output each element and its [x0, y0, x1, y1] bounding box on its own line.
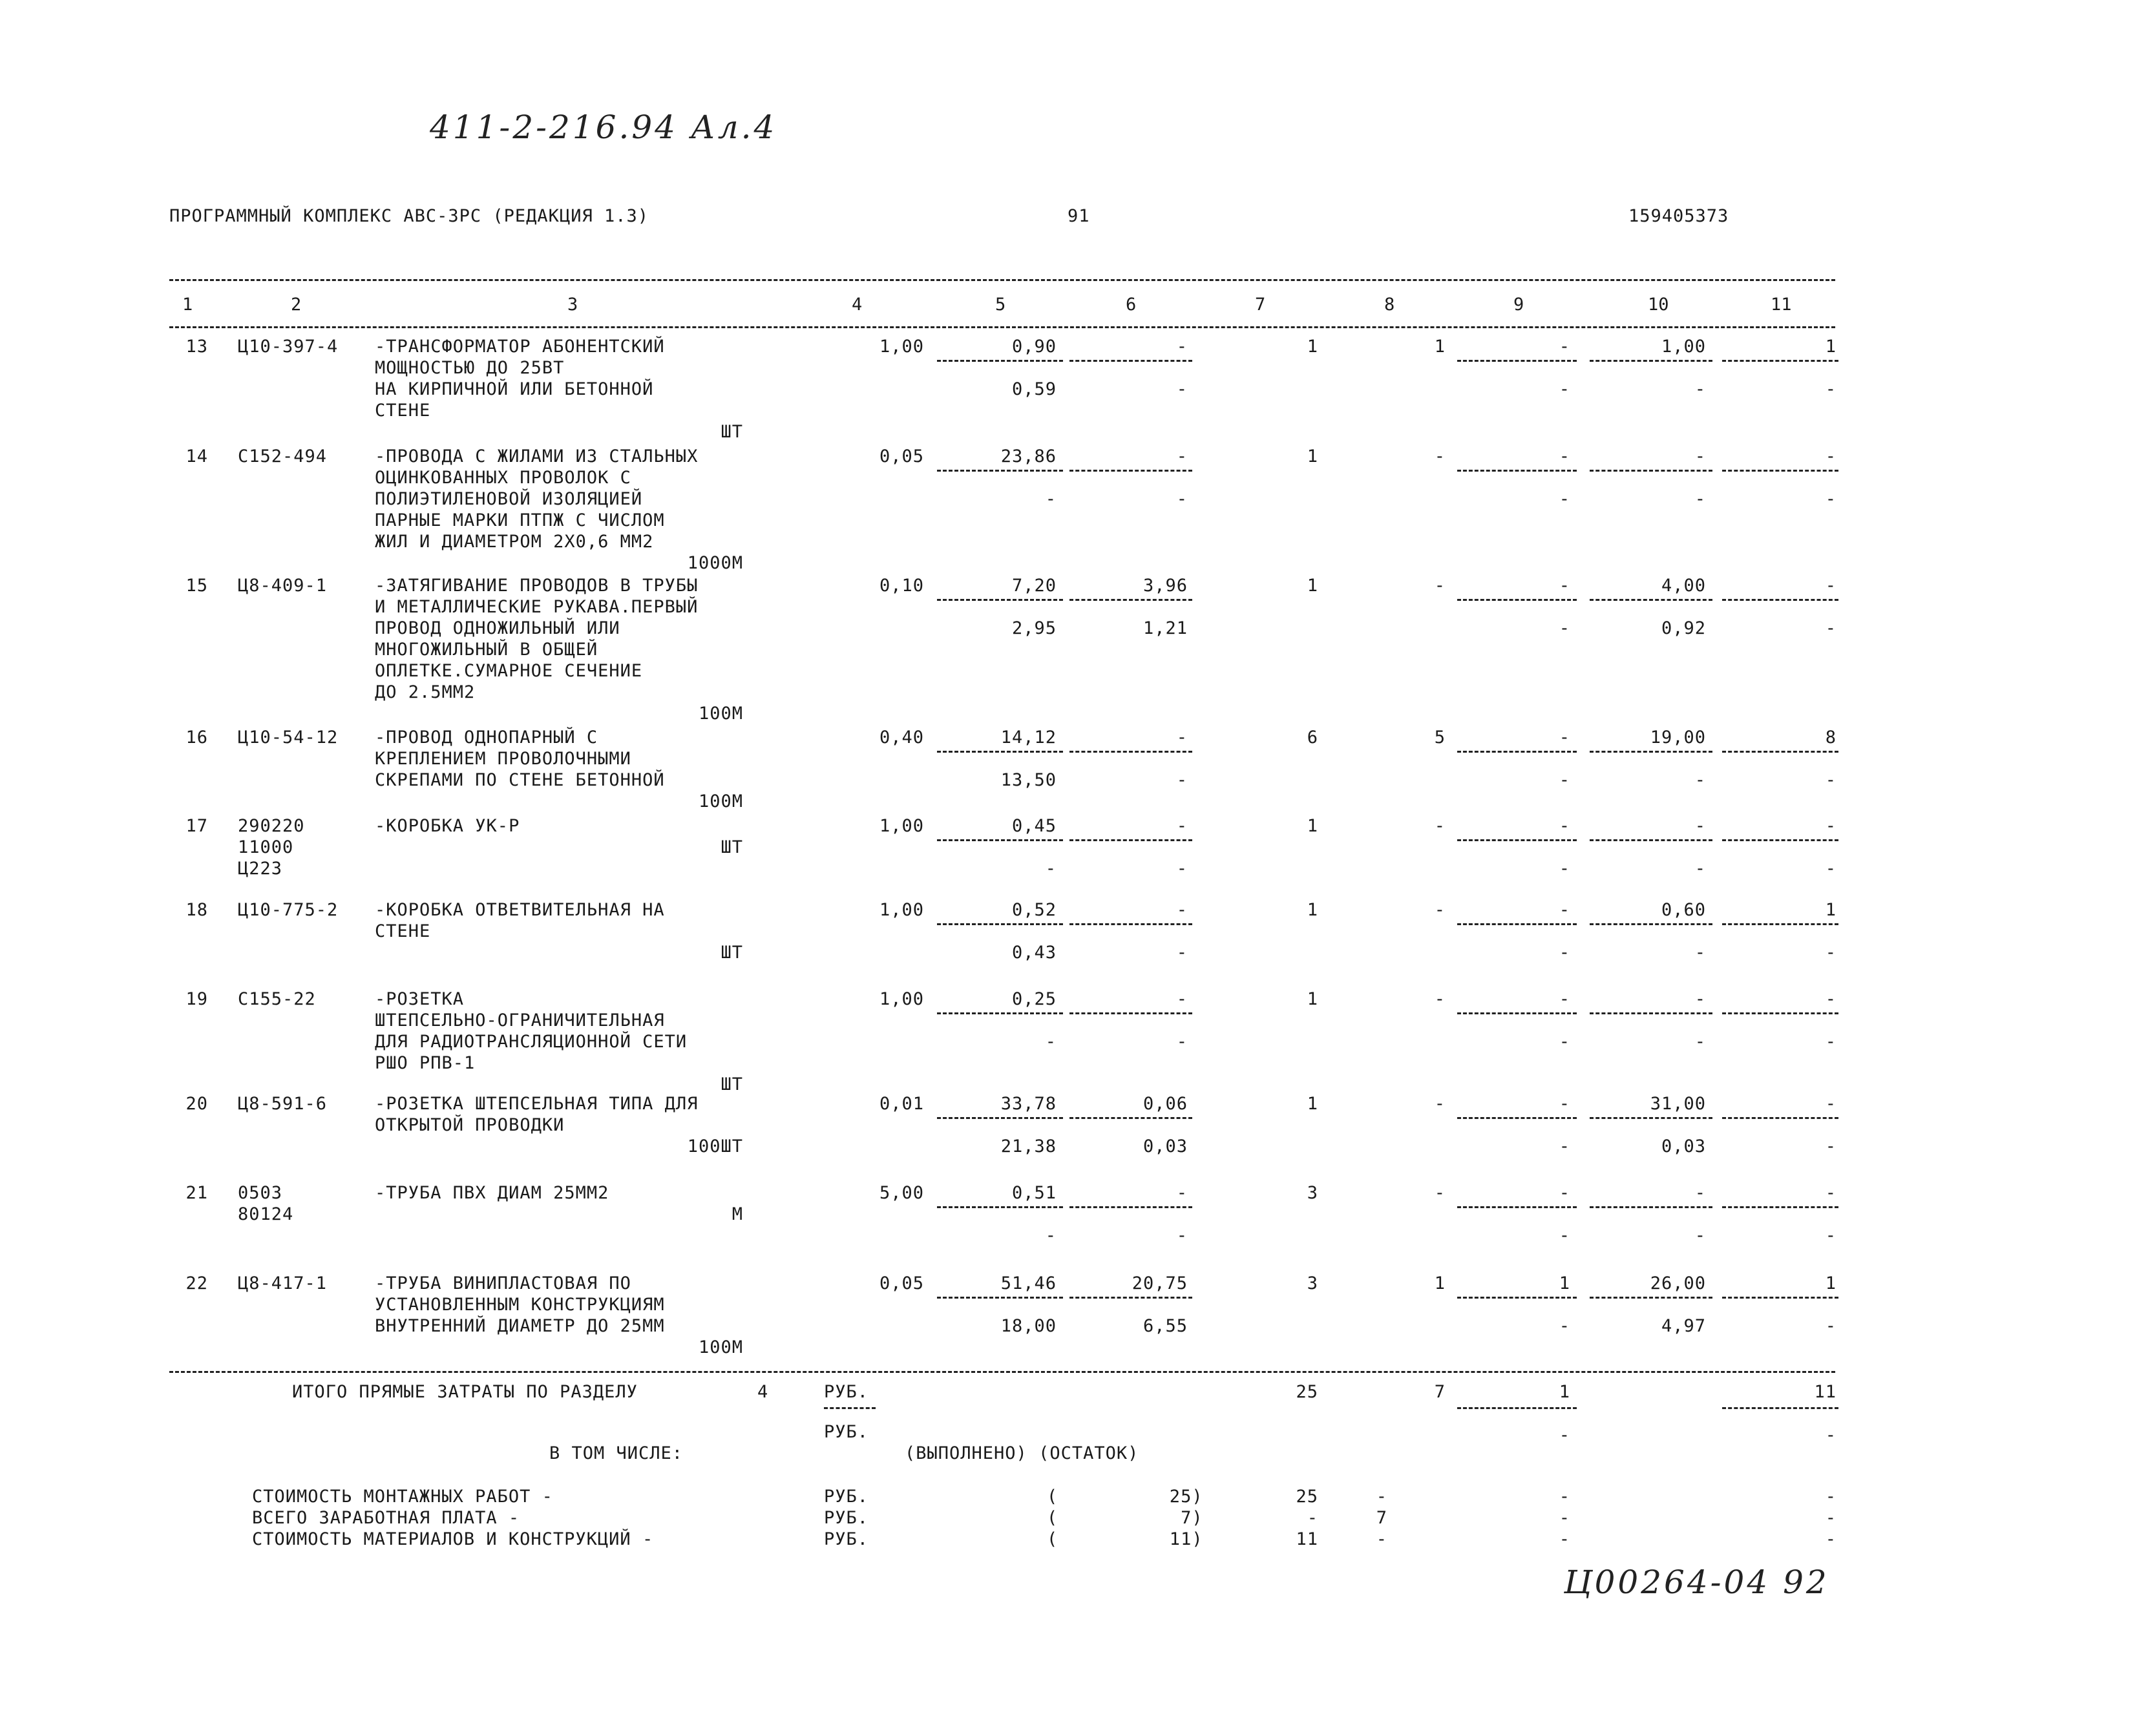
subcell-rule-c6 [1069, 470, 1192, 472]
value-c6-bottom: - [1176, 489, 1188, 509]
subcell-rule-c5 [937, 1206, 1063, 1208]
subcell-rule-c10 [1590, 360, 1712, 362]
subcell-rule-c9 [1457, 751, 1577, 753]
column-header-1: 1 [182, 295, 193, 315]
totals-col9: 1 [1559, 1382, 1570, 1402]
value-c11-bottom: - [1825, 943, 1837, 963]
quantity-value: 1,00 [879, 816, 924, 836]
value-c10-top: 1,00 [1661, 337, 1706, 357]
subcell-rule-c11 [1722, 360, 1838, 362]
subcell-rule-c5 [937, 839, 1063, 841]
subcell-rule-c11 [1722, 1117, 1838, 1119]
header-top-rule [169, 279, 1835, 281]
value-c11-bottom: - [1825, 770, 1837, 790]
unit-of-measure: ШТ [721, 422, 743, 442]
value-c5-bottom: - [1045, 489, 1057, 509]
cost-line-col7: 11 [1296, 1529, 1318, 1549]
cost-line-col8: - [1376, 1529, 1387, 1549]
value-c6-bottom: - [1176, 770, 1188, 790]
document-code: 159405373 [1628, 206, 1729, 226]
subcell-rule-c11 [1722, 1297, 1838, 1299]
item-description: -ТРУБА ВИНИПЛАСТОВАЯ ПО [375, 1273, 631, 1293]
value-col8: 1 [1434, 337, 1446, 357]
value-c11-bottom: - [1825, 1226, 1837, 1246]
value-c10-top: - [1694, 446, 1706, 466]
subcell-rule-c10 [1590, 1297, 1712, 1299]
quantity-value: 0,10 [879, 576, 924, 596]
totals-rule-c9 [1457, 1407, 1577, 1409]
value-c11-top: 1 [1825, 900, 1837, 920]
row-number: 16 [185, 727, 208, 748]
value-c6-top: - [1176, 989, 1188, 1009]
subcell-rule-c5 [937, 1012, 1063, 1014]
unit-of-measure: 100М [698, 791, 743, 811]
value-c5-bottom: - [1045, 859, 1057, 879]
subcell-rule-c11 [1722, 751, 1838, 753]
subcell-rule-c10 [1590, 470, 1712, 472]
item-description: ОЦИНКОВАННЫХ ПРОВОЛОК С [375, 468, 631, 488]
column-header-3: 3 [567, 295, 578, 315]
value-c10-top: - [1694, 1183, 1706, 1203]
value-c5-top: 0,52 [1011, 900, 1057, 920]
cost-line-done: ( 25) [1047, 1487, 1203, 1507]
item-description: -ТРУБА ПВХ ДИАМ 25ММ2 [375, 1183, 609, 1203]
value-c10-top: 26,00 [1650, 1273, 1706, 1293]
item-description: ВНУТРЕННИЙ ДИАМЕТР ДО 25ММ [375, 1316, 665, 1336]
quantity-value: 1,00 [879, 900, 924, 920]
unit-of-measure: 100ШТ [687, 1136, 743, 1156]
item-description: ПОЛИЭТИЛЕНОВОЙ ИЗОЛЯЦИЕЙ [375, 489, 643, 509]
subcell-rule-c10 [1590, 839, 1712, 841]
value-c6-top: - [1176, 337, 1188, 357]
column-header-9: 9 [1513, 295, 1524, 315]
value-c6-top: - [1176, 1183, 1188, 1203]
subcell-rule-c10 [1590, 1206, 1712, 1208]
column-header-2: 2 [291, 295, 302, 315]
subcell-rule-c5 [937, 470, 1063, 472]
value-c5-bottom: 0,43 [1011, 943, 1057, 963]
item-description: ОТКРЫТОЙ ПРОВОДКИ [375, 1115, 565, 1135]
item-code: Ц10-775-2 [238, 900, 339, 920]
subcell-rule-c10 [1590, 1012, 1712, 1014]
item-description: -ЗАТЯГИВАНИЕ ПРОВОДОВ В ТРУБЫ [375, 576, 699, 596]
unit-of-measure: ШТ [721, 943, 743, 963]
value-c9-top: - [1559, 1094, 1570, 1114]
value-c10-bottom: - [1694, 1032, 1706, 1052]
item-code: Ц8-591-6 [238, 1094, 328, 1114]
subcell-rule-c6 [1069, 599, 1192, 601]
subcell-rule-c11 [1722, 839, 1838, 841]
cost-line-currency: РУБ. [824, 1487, 869, 1507]
subcell-rule-c6 [1069, 1297, 1192, 1299]
value-c9-bottom: - [1559, 943, 1570, 963]
value-c11-top: - [1825, 446, 1837, 466]
subcell-rule-c9 [1457, 360, 1577, 362]
cost-line-currency: РУБ. [824, 1529, 869, 1549]
row-number: 18 [185, 900, 208, 920]
value-c11-bottom: - [1825, 1136, 1837, 1156]
subcell-rule-c6 [1069, 1012, 1192, 1014]
value-col7: 1 [1307, 446, 1318, 466]
cost-line-currency: РУБ. [824, 1508, 869, 1528]
item-description: -ТРАНСФОРМАТОР АБОНЕНТСКИЙ [375, 337, 665, 357]
item-description: РШО РПВ-1 [375, 1053, 476, 1073]
value-c5-top: 0,51 [1011, 1183, 1057, 1203]
value-c11-bottom: - [1825, 1316, 1837, 1336]
value-col8: 1 [1434, 1273, 1446, 1293]
value-c9-top: - [1559, 900, 1570, 920]
quantity-value: 1,00 [879, 989, 924, 1009]
subcell-rule-c6 [1069, 360, 1192, 362]
quantity-value: 0,05 [879, 1273, 924, 1293]
value-c9-bottom: - [1559, 1316, 1570, 1336]
value-c6-bottom: - [1176, 943, 1188, 963]
value-c10-bottom: - [1694, 943, 1706, 963]
cost-line-col11: - [1825, 1529, 1837, 1549]
value-c10-top: 4,00 [1661, 576, 1706, 596]
value-c5-bottom: - [1045, 1032, 1057, 1052]
value-col7: 1 [1307, 816, 1318, 836]
subcell-rule-c10 [1590, 751, 1712, 753]
quantity-value: 0,40 [879, 727, 924, 748]
value-c11-bottom: - [1825, 489, 1837, 509]
quantity-value: 0,01 [879, 1094, 924, 1114]
value-c10-bottom: - [1694, 1226, 1706, 1246]
value-c5-bottom: 13,50 [1000, 770, 1057, 790]
item-description: ДО 2.5ММ2 [375, 682, 476, 702]
item-description: -ПРОВОДА С ЖИЛАМИ ИЗ СТАЛЬНЫХ [375, 446, 699, 466]
subcell-rule-c6 [1069, 1117, 1192, 1119]
value-c6-top: - [1176, 816, 1188, 836]
item-description: И МЕТАЛЛИЧЕСКИЕ РУКАВА.ПЕРВЫЙ [375, 597, 699, 617]
value-c6-bottom: - [1176, 1032, 1188, 1052]
totals-rule-c11 [1722, 1407, 1838, 1409]
totals-col8: 7 [1434, 1382, 1446, 1402]
value-c6-bottom: 1,21 [1142, 618, 1188, 638]
unit-of-measure: 100М [698, 1337, 743, 1357]
value-c11-bottom: - [1825, 618, 1837, 638]
value-c10-bottom: - [1694, 770, 1706, 790]
value-c6-top: - [1176, 900, 1188, 920]
item-description: -КОРОБКА ОТВЕТВИТЕЛЬНАЯ НА [375, 900, 665, 920]
row-number: 17 [185, 816, 208, 836]
item-description: МОЩНОСТЬЮ ДО 25ВТ [375, 358, 565, 378]
quantity-value: 5,00 [879, 1183, 924, 1203]
value-c10-bottom: - [1694, 489, 1706, 509]
value-c10-bottom: 4,97 [1661, 1316, 1706, 1336]
item-code: Ц8-417-1 [238, 1273, 328, 1293]
value-c6-top: - [1176, 446, 1188, 466]
row-number: 20 [185, 1094, 208, 1114]
value-c11-top: - [1825, 816, 1837, 836]
cost-line-col9: - [1559, 1487, 1570, 1507]
value-c5-bottom: - [1045, 1226, 1057, 1246]
subcell-rule-c9 [1457, 1012, 1577, 1014]
item-description: ЖИЛ И ДИАМЕТРОМ 2Х0,6 ММ2 [375, 532, 654, 552]
row-number: 15 [185, 576, 208, 596]
subcell-rule-c6 [1069, 751, 1192, 753]
cost-line-done: ( 7) [1047, 1508, 1203, 1528]
totals-currency-2: РУБ. [824, 1422, 869, 1442]
value-col7: 1 [1307, 1094, 1318, 1114]
column-header-10: 10 [1648, 295, 1669, 315]
including-label: В ТОМ ЧИСЛЕ: [549, 1443, 684, 1463]
item-code: Ц223 [238, 859, 283, 879]
value-c11-bottom: - [1825, 379, 1837, 399]
value-c10-bottom: 0,03 [1661, 1136, 1706, 1156]
item-description: СКРЕПАМИ ПО СТЕНЕ БЕТОННОЙ [375, 770, 665, 790]
unit-of-measure: ШТ [721, 837, 743, 857]
value-c9-top: - [1559, 337, 1570, 357]
value-c9-top: - [1559, 446, 1570, 466]
subcell-rule-c11 [1722, 1206, 1838, 1208]
header-bottom-rule [169, 326, 1835, 328]
value-c5-top: 0,45 [1011, 816, 1057, 836]
subcell-rule-c10 [1590, 1117, 1712, 1119]
value-c11-bottom: - [1825, 1032, 1837, 1052]
value-col7: 1 [1307, 900, 1318, 920]
item-code: 290220 [238, 816, 305, 836]
totals-rule-rub [824, 1407, 876, 1409]
value-c9-top: - [1559, 576, 1570, 596]
subcell-rule-c9 [1457, 839, 1577, 841]
value-col7: 1 [1307, 989, 1318, 1009]
value-c5-bottom: 2,95 [1011, 618, 1057, 638]
value-c11-top: - [1825, 989, 1837, 1009]
item-description: -РОЗЕТКА [375, 989, 465, 1009]
program-title: ПРОГРАММНЫЙ КОМПЛЕКС АВС-3РС (РЕДАКЦИЯ 1.3) [169, 206, 649, 226]
value-c9-bottom: - [1559, 379, 1570, 399]
item-description: СТЕНЕ [375, 921, 431, 941]
subcell-rule-c6 [1069, 839, 1192, 841]
value-c11-top: 1 [1825, 337, 1837, 357]
item-description: ОПЛЕТКЕ.СУМАРНОЕ СЕЧЕНИЕ [375, 661, 643, 681]
item-description: МНОГОЖИЛЬНЫЙ В ОБЩЕЙ [375, 640, 598, 660]
subcell-rule-c9 [1457, 470, 1577, 472]
row-number: 14 [185, 446, 208, 466]
table-bottom-rule [169, 1371, 1835, 1373]
value-col7: 3 [1307, 1183, 1318, 1203]
column-header-4: 4 [852, 295, 863, 315]
subcell-rule-c9 [1457, 1117, 1577, 1119]
value-col7: 1 [1307, 337, 1318, 357]
item-description: -РОЗЕТКА ШТЕПСЕЛЬНАЯ ТИПА ДЛЯ [375, 1094, 699, 1114]
item-code: 11000 [238, 837, 294, 857]
value-c10-bottom: 0,92 [1661, 618, 1706, 638]
item-description: НА КИРПИЧНОЙ ИЛИ БЕТОННОЙ [375, 379, 654, 399]
item-code: Ц10-54-12 [238, 727, 339, 748]
value-c6-bottom: - [1176, 379, 1188, 399]
cost-line-done: ( 11) [1047, 1529, 1203, 1549]
value-c5-bottom: 0,59 [1011, 379, 1057, 399]
cost-line-label: ВСЕГО ЗАРАБОТНАЯ ПЛАТА - [252, 1508, 520, 1528]
value-c9-top: - [1559, 816, 1570, 836]
cost-line-col9: - [1559, 1529, 1570, 1549]
subcell-rule-c9 [1457, 923, 1577, 925]
subcell-rule-c6 [1069, 1206, 1192, 1208]
value-c11-top: - [1825, 1094, 1837, 1114]
value-col8: - [1434, 576, 1446, 596]
subcell-rule-c5 [937, 599, 1063, 601]
cost-line-col11: - [1825, 1487, 1837, 1507]
value-col8: 5 [1434, 727, 1446, 748]
value-c6-top: - [1176, 727, 1188, 748]
page-number: 91 [1068, 206, 1090, 226]
item-code: С152-494 [238, 446, 328, 466]
item-description: ШТЕПСЕЛЬНО-ОГРАНИЧИТЕЛЬНАЯ [375, 1010, 665, 1030]
cost-line-col9: - [1559, 1508, 1570, 1528]
subcell-rule-c11 [1722, 1012, 1838, 1014]
totals-col9-2: - [1559, 1425, 1570, 1445]
subcell-rule-c10 [1590, 599, 1712, 601]
row-number: 22 [185, 1273, 208, 1293]
value-c9-top: - [1559, 1183, 1570, 1203]
value-col7: 1 [1307, 576, 1318, 596]
item-code: Ц8-409-1 [238, 576, 328, 596]
value-c5-top: 23,86 [1000, 446, 1057, 466]
value-c5-top: 7,20 [1011, 576, 1057, 596]
value-c6-top: 0,06 [1142, 1094, 1188, 1114]
value-c10-top: - [1694, 816, 1706, 836]
value-c9-bottom: - [1559, 1136, 1570, 1156]
value-c9-bottom: - [1559, 1032, 1570, 1052]
value-c5-bottom: 21,38 [1000, 1136, 1057, 1156]
cost-line-col8: - [1376, 1487, 1387, 1507]
unit-of-measure: 1000М [687, 553, 743, 573]
value-c6-bottom: - [1176, 859, 1188, 879]
row-number: 19 [185, 989, 208, 1009]
item-description: СТЕНЕ [375, 401, 431, 421]
totals-currency: РУБ. [824, 1382, 869, 1402]
column-header-8: 8 [1384, 295, 1395, 315]
value-col7: 3 [1307, 1273, 1318, 1293]
cost-line-col8: 7 [1376, 1508, 1387, 1528]
value-c9-bottom: - [1559, 489, 1570, 509]
totals-section-number: 4 [757, 1382, 769, 1402]
subcell-rule-c10 [1590, 923, 1712, 925]
value-c9-bottom: - [1559, 618, 1570, 638]
value-c5-bottom: 18,00 [1000, 1316, 1057, 1336]
item-description: УСТАНОВЛЕННЫМ КОНСТРУКЦИЯМ [375, 1295, 665, 1315]
value-c9-bottom: - [1559, 1226, 1570, 1246]
row-number: 21 [185, 1183, 208, 1203]
item-code: 80124 [238, 1204, 294, 1224]
value-c9-bottom: - [1559, 770, 1570, 790]
subcell-rule-c9 [1457, 599, 1577, 601]
value-c6-top: 20,75 [1132, 1273, 1188, 1293]
value-c6-bottom: 0,03 [1142, 1136, 1188, 1156]
item-description: ПАРНЫЕ МАРКИ ПТПЖ С ЧИСЛОМ [375, 510, 665, 530]
value-c5-top: 33,78 [1000, 1094, 1057, 1114]
column-header-7: 7 [1255, 295, 1266, 315]
totals-col11-2: - [1825, 1425, 1837, 1445]
totals-col7: 25 [1296, 1382, 1318, 1402]
cost-line-col7: - [1307, 1508, 1318, 1528]
value-c10-top: 31,00 [1650, 1094, 1706, 1114]
unit-of-measure: ШТ [721, 1074, 743, 1094]
value-c5-top: 14,12 [1000, 727, 1057, 748]
value-c5-top: 51,46 [1000, 1273, 1057, 1293]
value-c10-top: - [1694, 989, 1706, 1009]
row-number: 13 [185, 337, 208, 357]
value-c11-top: 8 [1825, 727, 1837, 748]
item-code: Ц10-397-4 [238, 337, 339, 357]
subcell-rule-c5 [937, 1117, 1063, 1119]
unit-of-measure: М [732, 1204, 743, 1224]
value-c6-bottom: 6,55 [1142, 1316, 1188, 1336]
item-description: ДЛЯ РАДИОТРАНСЛЯЦИОННОЙ СЕТИ [375, 1032, 688, 1052]
value-c9-top: - [1559, 989, 1570, 1009]
subcell-rule-c5 [937, 923, 1063, 925]
cost-line-col7: 25 [1296, 1487, 1318, 1507]
column-header-11: 11 [1771, 295, 1792, 315]
subcell-rule-c5 [937, 1297, 1063, 1299]
value-c10-bottom: - [1694, 379, 1706, 399]
done-rest-label: (ВЫПОЛНЕНО) (ОСТАТОК) [905, 1443, 1139, 1463]
subcell-rule-c9 [1457, 1206, 1577, 1208]
value-c9-top: - [1559, 727, 1570, 748]
subcell-rule-c11 [1722, 923, 1838, 925]
totals-label: ИТОГО ПРЯМЫЕ ЗАТРАТЫ ПО РАЗДЕЛУ [292, 1382, 638, 1402]
handwritten-footer-number: Ц00264-04 92 [1564, 1563, 1829, 1601]
column-header-6: 6 [1126, 295, 1137, 315]
value-c10-top: 0,60 [1661, 900, 1706, 920]
item-code: 0503 [238, 1183, 283, 1203]
value-c11-bottom: - [1825, 859, 1837, 879]
subcell-rule-c5 [937, 360, 1063, 362]
value-col7: 6 [1307, 727, 1318, 748]
item-description: ПРОВОД ОДНОЖИЛЬНЫЙ ИЛИ [375, 618, 620, 638]
value-c9-bottom: - [1559, 859, 1570, 879]
value-col8: - [1434, 1094, 1446, 1114]
value-col8: - [1434, 446, 1446, 466]
value-c9-top: 1 [1559, 1273, 1570, 1293]
value-c10-top: 19,00 [1650, 727, 1706, 748]
value-c10-bottom: - [1694, 859, 1706, 879]
subcell-rule-c11 [1722, 470, 1838, 472]
value-c6-bottom: - [1176, 1226, 1188, 1246]
handwritten-document-number: 411-2-216.94 Ал.4 [430, 109, 777, 146]
value-c11-top: - [1825, 1183, 1837, 1203]
subcell-rule-c6 [1069, 923, 1192, 925]
item-description: -ПРОВОД ОДНОПАРНЫЙ С [375, 727, 598, 748]
value-col8: - [1434, 816, 1446, 836]
unit-of-measure: 100М [698, 704, 743, 724]
value-col8: - [1434, 1183, 1446, 1203]
cost-line-col11: - [1825, 1508, 1837, 1528]
cost-line-label: СТОИМОСТЬ МАТЕРИАЛОВ И КОНСТРУКЦИЙ - [252, 1529, 654, 1549]
quantity-value: 1,00 [879, 337, 924, 357]
item-code: С155-22 [238, 989, 316, 1009]
column-header-5: 5 [995, 295, 1006, 315]
subcell-rule-c5 [937, 751, 1063, 753]
value-c11-top: 1 [1825, 1273, 1837, 1293]
subcell-rule-c11 [1722, 599, 1838, 601]
value-c5-top: 0,90 [1011, 337, 1057, 357]
value-c6-top: 3,96 [1142, 576, 1188, 596]
value-col8: - [1434, 989, 1446, 1009]
item-description: КРЕПЛЕНИЕМ ПРОВОЛОЧНЫМИ [375, 749, 631, 769]
value-c5-top: 0,25 [1011, 989, 1057, 1009]
quantity-value: 0,05 [879, 446, 924, 466]
cost-line-label: СТОИМОСТЬ МОНТАЖНЫХ РАБОТ - [252, 1487, 553, 1507]
item-description: -КОРОБКА УК-Р [375, 816, 520, 836]
value-c11-top: - [1825, 576, 1837, 596]
totals-col11: 11 [1814, 1382, 1837, 1402]
value-col8: - [1434, 900, 1446, 920]
subcell-rule-c9 [1457, 1297, 1577, 1299]
